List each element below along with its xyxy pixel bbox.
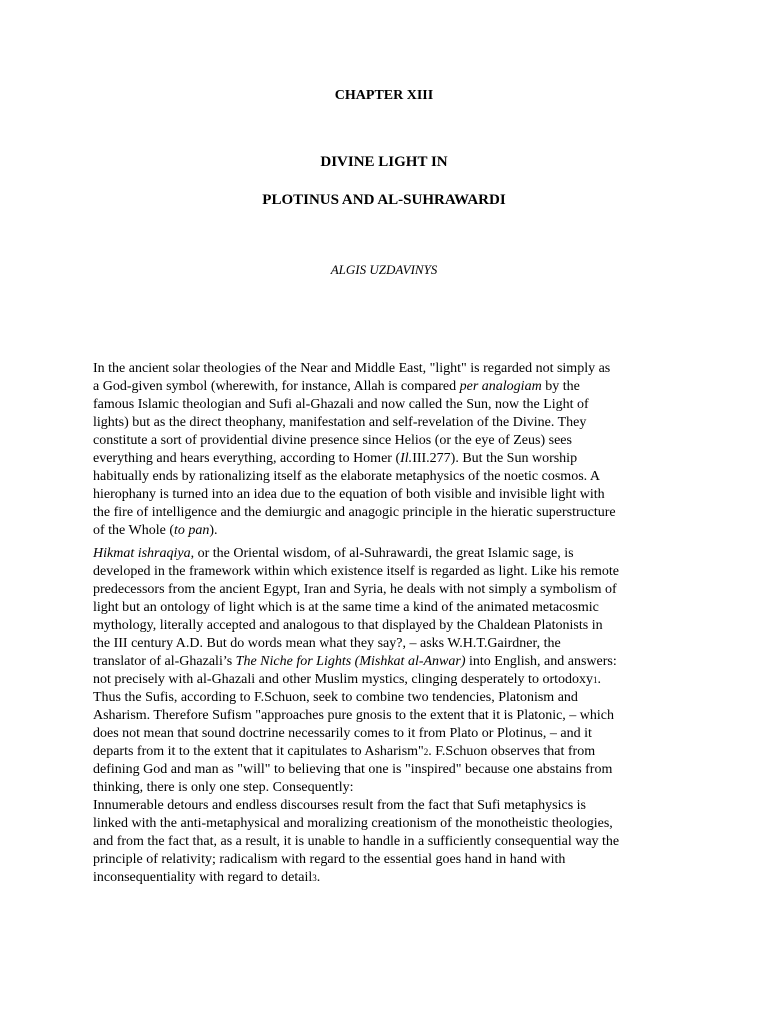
title-line-1: DIVINE LIGHT IN [320, 154, 448, 170]
text-line: In the ancient solar theologies of the Near and Middle East, "light" is regarded not simply as [93, 361, 611, 376]
chapter-heading: CHAPTER XIII [334, 88, 434, 103]
footnote-marker: 3 [312, 873, 317, 883]
text-span: inconsequentiality with regard to detail [93, 870, 313, 885]
footnote-marker: 1 [593, 675, 598, 685]
text-line [93, 545, 681, 563]
text-line [93, 743, 681, 761]
text-span: of the Whole ( [93, 523, 174, 538]
text-line: the III century A.D. But do words mean what they say?, – asks W.H.T.Gairdner, the [93, 636, 561, 651]
italic-term: to pan [174, 523, 210, 538]
text-line: mythology, literally accepted and analogous to that displayed by the Chaldean Platonists in [93, 618, 603, 633]
paragraph-2 [93, 545, 681, 797]
text-span: into English, and answers: [465, 654, 617, 669]
text-span: , or the Oriental wisdom, of al-Suhrawardi, the great Islamic sage, is [190, 546, 574, 561]
text-line [93, 378, 681, 396]
text-line [93, 522, 681, 540]
text-line: lights) but as the direct theophany, manifestation and self-revelation of the Divine. They [93, 415, 587, 430]
text-line: developed in the framework within which existence itself is regarded as light. Like his remote [93, 564, 620, 579]
text-span: . F.Schuon observes that from [428, 744, 596, 759]
text-span: translator of al-Ghazali’s [93, 654, 236, 669]
text-span: III.277). But the Sun worship [412, 451, 578, 466]
text-span: everything and hears everything, according to Homer ( [93, 451, 401, 466]
text-line: does not mean that sound doctrine necessarily comes to it from Plato or Plotinus, – and it [93, 726, 592, 741]
text-line: Innumerable detours and endless discourses result from the fact that Sufi metaphysics is [93, 798, 586, 813]
text-line: and from the fact that, as a result, it is unable to handle in a sufficiently consequential way the [93, 834, 620, 849]
italic-term: Il. [400, 451, 413, 466]
text-line: Asharism. Therefore Sufism "approaches pure gnosis to the extent that it is Platonic, – which [93, 708, 615, 723]
footnote-marker: 2 [423, 747, 429, 757]
text-span: ). [209, 523, 218, 538]
text-line: principle of relativity; radicalism with regard to the essential goes hand in hand with [93, 852, 566, 867]
text-line: light but an ontology of light which is at the same time a kind of the animated metacosmic [93, 600, 599, 615]
text-span: by the [541, 379, 580, 394]
paragraph-3 [93, 797, 681, 887]
text-line: hierophany is turned into an idea due to the equation of both visible and invisible light with [93, 487, 605, 502]
text-line: the fire of intelligence and the demiurgic and anagogic principle in the hieratic superstructure [93, 505, 616, 520]
text-line [93, 869, 681, 887]
text-line: constitute a sort of providential divine presence since Helios (or the eye of Zeus) sees [93, 433, 572, 448]
italic-term: Hikmat ishraqiya [93, 546, 191, 561]
text-span: not precisely with al-Ghazali and other Muslim mystics, clinging desperately to ortodoxy [93, 672, 594, 687]
title-line-2: PLOTINUS AND AL-SUHRAWARDI [262, 192, 506, 208]
text-span: . [316, 870, 321, 885]
text-line: thinking, there is only one step. Consequently: [93, 780, 354, 795]
text-line [93, 450, 681, 468]
text-line [93, 653, 681, 671]
paragraph-1 [93, 360, 681, 540]
text-line: Thus the Sufis, according to F.Schuon, seek to combine two tendencies, Platonism and [93, 690, 578, 705]
text-line: habitually ends by rationalizing itself as the elaborate metaphysics of the noetic cosmos. A [93, 469, 600, 484]
text-line: linked with the anti-metaphysical and moralizing creationism of the monotheistic theologies, [93, 816, 613, 831]
text-line: predecessors from the ancient Egypt, Iran and Syria, he deals with not simply a symbolism of [93, 582, 617, 597]
text-line: famous Islamic theologian and Sufi al-Ghazali and now called the Sun, now the Light of [93, 397, 589, 412]
author-name: ALGIS UZDAVINYS [330, 262, 438, 277]
text-span: a God-given symbol (wherewith, for instance, Allah is compared [93, 379, 460, 394]
text-span: . [597, 672, 602, 687]
text-line [93, 671, 681, 689]
italic-term: per analogiam [459, 379, 542, 394]
text-line: defining God and man as "will" to believing that one is "inspired" because one abstains from [93, 762, 613, 777]
text-span: departs from it to the extent that it capitulates to Asharism" [93, 744, 424, 759]
italic-book-title: The Niche for Lights (Mishkat al-Anwar) [235, 654, 466, 669]
